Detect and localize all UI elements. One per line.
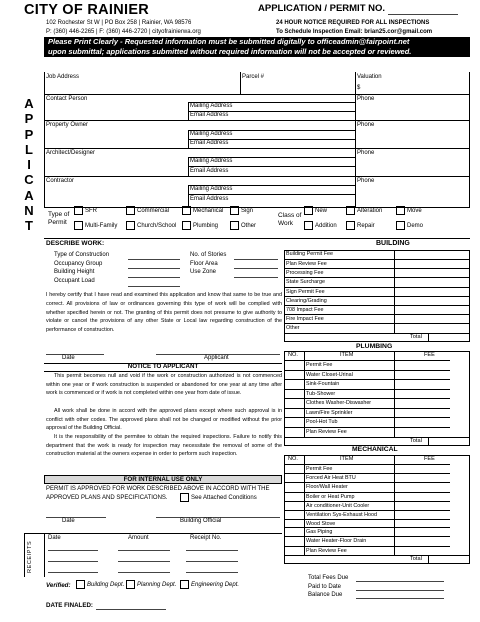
valuation-label: Valuation <box>357 74 382 80</box>
option-label: Other <box>241 223 257 230</box>
option-label: Engineering Dept. <box>191 582 240 589</box>
side-letter: C <box>24 172 34 188</box>
option-label: Building Dept. <box>87 582 125 589</box>
internal-use-header: FOR INTERNAL USE ONLY <box>44 475 282 484</box>
plumbing-item-header: ITEM <box>340 352 354 358</box>
side-letter: L <box>25 141 33 157</box>
row-line <box>188 157 355 158</box>
permit-type-church-school[interactable] <box>126 221 176 230</box>
plumbing-header: PLUMBING <box>356 343 393 350</box>
use-zone-field[interactable] <box>234 277 278 278</box>
option-label: Plumbing <box>193 223 219 230</box>
mechanical-item-header: ITEM <box>340 456 354 462</box>
inspection-notice: 24 HOUR NOTICE REQUIRED FOR ALL INSPECTIONS <box>276 20 430 26</box>
option-label: Addition <box>315 223 337 230</box>
option-label: Planning Dept. <box>137 582 177 589</box>
class-label-line1: Class of <box>278 212 302 219</box>
notice-header: NOTICE TO APPLICANT <box>127 363 199 370</box>
row-line <box>394 314 470 315</box>
notice-paragraph-3: It is the responsibility of the permitee to obtain the required inspections. Failure to notify this department that the work is ready for inspection may necessitate the removal of some of the construction material at the owners expense in order to perform such inspection. <box>46 434 282 457</box>
occupancy-group-label: Occupancy Group <box>54 260 103 267</box>
plumbing-fee-header: FEE <box>424 352 435 358</box>
receipt-date-field[interactable] <box>48 550 98 551</box>
class-work-demo[interactable] <box>396 221 423 230</box>
contractor-email-label: Email Address <box>190 196 229 202</box>
impact-fee-708: 708 Impact Fee <box>284 305 439 313</box>
official-date-line[interactable] <box>46 517 106 518</box>
admin-email-link[interactable]: officeadmin@fairpoint.net <box>316 37 410 46</box>
fire-impact-fee: Fire Impact Fee <box>284 314 439 322</box>
option-label: Sign <box>241 208 254 215</box>
instructions-band-2: upon submittal; applications submitted without required information will not be accepted or reviewed. <box>44 47 470 57</box>
paid-to-date-label: Paid to Date <box>308 583 342 590</box>
city-address: 102 Rochester St W | PO Box 258 | Rainier, WA 98576 <box>46 20 192 26</box>
checkbox[interactable] <box>126 580 135 589</box>
option-label: SFR <box>85 208 97 215</box>
work-fields-right <box>190 251 226 277</box>
row-line <box>284 555 470 556</box>
row-line <box>188 102 355 103</box>
owner-email-label: Email Address <box>190 140 229 146</box>
type-of-construction-label: Type of Construction <box>54 252 110 258</box>
building-height-field[interactable] <box>128 277 180 278</box>
applicant-date-line[interactable] <box>46 354 104 355</box>
plan-review-fee: Plan Review Fee <box>284 259 439 267</box>
instructions-band-1 <box>44 37 470 47</box>
col-line <box>188 130 189 148</box>
checkbox[interactable] <box>126 221 135 230</box>
verified-engineering-dept[interactable] <box>180 580 239 589</box>
col-line <box>188 102 189 120</box>
construction-type-field[interactable] <box>128 259 180 260</box>
side-letter: P <box>24 126 34 142</box>
approval-text-2: APPROVED PLANS AND SPECIFICATIONS. <box>46 495 168 501</box>
row-line <box>394 287 470 288</box>
checkbox[interactable] <box>304 221 313 230</box>
row-line <box>188 139 355 140</box>
permit-type-mechanical[interactable] <box>182 206 223 215</box>
occupant-load-field[interactable] <box>128 286 180 287</box>
mechanical-header: MECHANICAL <box>352 446 398 453</box>
parcel-divider <box>240 72 241 94</box>
checkbox[interactable] <box>346 206 355 215</box>
contact-phone-label: Phone <box>357 96 375 102</box>
applicant-grid <box>44 72 470 208</box>
contact-mailing-label: Mailing Address <box>190 103 233 109</box>
type-of-permit-label <box>48 211 69 227</box>
row-line <box>188 185 355 186</box>
option-label: Alteration <box>357 208 383 215</box>
checkbox[interactable] <box>182 221 191 230</box>
checkbox[interactable] <box>396 221 405 230</box>
ventilation-exhaust-hood: Ventilation Sys-Exhaust Hood <box>284 510 450 518</box>
row-line <box>394 277 470 278</box>
plumbing-total-label: Total <box>410 438 422 444</box>
instructions-text: Please Print Clearly - Requested information must be submitted digitally to <box>48 37 317 46</box>
lawn-fire-sprinkler: Lawn/Fire Sprinkler <box>284 408 450 416</box>
option-label: Move <box>407 208 422 215</box>
work-fields-left <box>54 251 109 286</box>
plumbing-plan-review-fee: Plan Review Fee <box>284 427 450 435</box>
side-letter: T <box>25 218 33 234</box>
col-line <box>188 157 189 176</box>
application-permit-label: APPLICATION / PERMIT NO. <box>258 3 386 14</box>
state-surcharge: State Surcharge <box>284 277 439 285</box>
balance-due-field[interactable] <box>356 598 444 599</box>
architect-label: Architect/Designer <box>46 150 96 156</box>
sink-fountain: Sink-Fountain <box>284 379 450 387</box>
side-letter: P <box>24 111 34 127</box>
water-heater-floor-drain: Water Heater-Floor Drain <box>284 536 450 544</box>
verified-label: Verified: <box>46 582 71 589</box>
class-label-line2: Work <box>278 220 294 227</box>
option-label: Church/School <box>137 223 177 230</box>
air-conditioner: Air conditioner-Unit Cooler <box>284 501 450 509</box>
floor-area-field[interactable] <box>234 268 278 269</box>
mechanical-no-header: NO. <box>288 456 298 462</box>
permit-type-plumbing[interactable] <box>182 221 218 230</box>
option-label: Commercial <box>137 208 170 215</box>
receipts-side-label: RECEIPTS <box>27 540 33 573</box>
checkbox[interactable] <box>230 206 239 215</box>
permit-type-sfr[interactable] <box>74 206 97 215</box>
balance-due-label: Balance Due <box>308 592 343 598</box>
checkbox[interactable] <box>304 206 313 215</box>
receipt-amount-field[interactable] <box>118 550 170 551</box>
receipt-amount-field[interactable] <box>118 572 170 573</box>
row-line <box>188 111 355 112</box>
occupancy-group-field[interactable] <box>128 268 180 269</box>
receipts-box <box>24 533 282 577</box>
side-letter: N <box>24 203 34 219</box>
receipt-date-label: Date <box>48 535 61 541</box>
approval-text-1: PERMIT IS APPROVED FOR WORK DESCRIBED ABOVE IN ACCORD WITH THE <box>46 486 270 492</box>
mechanical-plan-review-fee: Plan Review Fee <box>284 546 450 554</box>
side-letter: A <box>24 187 34 203</box>
occupant-load-label: Occupant Load <box>54 278 95 285</box>
pool-hot-tub: Pool-Hot Tub <box>284 417 450 425</box>
stories-field[interactable] <box>234 259 278 260</box>
row-line <box>394 268 470 269</box>
use-zone-label: Use Zone <box>190 269 217 276</box>
class-work-alteration[interactable] <box>346 206 382 215</box>
applicant-side-label <box>22 96 36 234</box>
total-fees-due-label: Total Fees Due <box>308 575 349 581</box>
job-address-label: Job Address <box>46 74 80 80</box>
checkbox[interactable] <box>74 221 83 230</box>
building-official-label: Building Official <box>180 518 222 524</box>
class-work-new[interactable] <box>304 206 327 215</box>
receipt-amount-label: Amount <box>128 535 149 541</box>
class-work-addition[interactable] <box>304 221 337 230</box>
mechanical-fee-header: FEE <box>424 456 435 462</box>
col-line <box>188 185 189 208</box>
building-height-label: Building Height <box>54 269 95 276</box>
verified-planning-dept[interactable] <box>126 580 176 589</box>
contractor-mailing-label: Mailing Address <box>190 186 233 192</box>
col-line <box>428 333 429 342</box>
row-line <box>394 305 470 306</box>
row-line <box>188 166 355 167</box>
receipt-date-field[interactable] <box>48 572 98 573</box>
col-line <box>428 437 429 446</box>
row-line <box>284 437 470 438</box>
permit-type-commercial[interactable] <box>126 206 169 215</box>
receipt-number-field[interactable] <box>186 561 238 562</box>
total-fees-due-field[interactable] <box>356 581 444 582</box>
row-line <box>394 259 470 260</box>
describe-work-label: DESCRIBE WORK: <box>46 240 105 247</box>
clearing-grading-fee: Clearing/Grading <box>284 296 439 304</box>
totals-labels <box>308 574 348 600</box>
type-label-line1: Type of <box>48 211 70 218</box>
official-date-label: Date <box>62 518 75 524</box>
receipt-date-field[interactable] <box>48 561 98 562</box>
class-work-move[interactable] <box>396 206 422 215</box>
option-label: See Attached Conditions <box>191 495 257 502</box>
owner-phone-label: Phone <box>357 122 375 128</box>
other-fee: Other <box>284 323 439 331</box>
side-letter: A <box>24 96 34 111</box>
city-title: CITY OF RAINIER <box>24 2 150 18</box>
mechanical-total-label: Total <box>410 556 422 562</box>
valuation-dollar: $ <box>357 85 361 91</box>
owner-mailing-label: Mailing Address <box>190 131 233 137</box>
paid-to-date-field[interactable] <box>356 590 444 591</box>
city-phones: P: (360) 446-2265 | F: (360) 446-2720 | cityofrainierwa.org <box>46 29 201 35</box>
row-line <box>284 333 470 334</box>
phone-column-divider <box>355 72 356 208</box>
class-work-repair[interactable] <box>346 221 375 230</box>
contractor-phone-label: Phone <box>357 178 375 184</box>
wood-stove: Wood Stove <box>284 519 450 527</box>
plumbing-no-header: NO. <box>288 352 298 358</box>
certification-text: I hereby certify that I have read and examined this application and know that same to be true and correct. All provisions of law or ordinances governing this type of work will be complied with whether specified herein or not. The granting of this permit does not presume to give authority to violate or cancel the provisions of any other State or Local law regarding construction of the performance of construction. <box>46 292 282 334</box>
building-permit-fee: Building Permit Fee <box>286 251 334 257</box>
row-line <box>44 120 470 121</box>
row-line <box>394 296 470 297</box>
sign-permit-fee: Sign Permit Fee <box>284 287 439 295</box>
contact-person-label: Contact Person <box>46 96 88 102</box>
mechanical-permit-fee: Permit Fee <box>284 464 450 472</box>
forced-air-heat: Forced Air Heat BTU <box>284 473 450 481</box>
row-line <box>188 194 355 195</box>
row-line <box>44 238 470 239</box>
checkbox[interactable] <box>346 221 355 230</box>
gas-piping: Gas Piping <box>284 527 450 535</box>
architect-email-label: Email Address <box>190 168 229 174</box>
date-finaled-field[interactable] <box>96 609 166 610</box>
verified-building-dept[interactable] <box>76 580 124 589</box>
water-closet-urinal: Water Closet-Urinal <box>284 370 450 378</box>
checkbox[interactable] <box>396 206 405 215</box>
option-label: Demo <box>407 223 424 230</box>
processing-fee: Processing Fee <box>284 268 439 276</box>
architect-phone-label: Phone <box>357 150 375 156</box>
type-label-line2: Permit <box>48 219 67 226</box>
notice-paragraph-1: This permit becomes null and void if the work or construction authorized is not commenced within one year or if work construction is suspended or abandoned for one year at any time after work is commenced or if work is not completed within one year from date of issue. <box>46 373 282 396</box>
receipt-number-label: Receipt No. <box>190 535 222 541</box>
receipts-side-divider <box>44 533 45 577</box>
receipt-amount-field[interactable] <box>118 561 170 562</box>
side-letter: I <box>27 157 31 173</box>
row-line <box>44 94 470 95</box>
checkbox[interactable] <box>76 580 85 589</box>
parcel-label: Parcel # <box>242 74 265 80</box>
receipt-number-field[interactable] <box>186 572 238 573</box>
see-attached-conditions[interactable] <box>180 493 257 502</box>
date-finaled-label: DATE FINALED: <box>46 602 93 609</box>
permit-type-sign[interactable] <box>230 206 253 215</box>
applicant-label: Applicant <box>204 355 229 361</box>
option-label: Repair <box>357 223 375 230</box>
tub-shower: Tub-Shower <box>284 389 450 397</box>
row-line <box>44 148 470 149</box>
checkbox[interactable] <box>126 206 135 215</box>
option-label: Mechanical <box>193 208 224 215</box>
option-label: Multi-Family <box>85 223 118 230</box>
permit-number-line[interactable] <box>388 14 458 15</box>
class-of-work-label <box>278 212 301 228</box>
boiler-heat-pump: Boiler or Heat Pump <box>284 492 450 500</box>
floor-wall-heater: Floor/Wall Heater <box>284 482 450 490</box>
property-owner-label: Property Owner <box>46 122 89 128</box>
building-header: BUILDING <box>376 240 410 247</box>
row-line <box>44 176 470 177</box>
row-line <box>188 130 355 131</box>
permit-type-other[interactable] <box>230 221 256 230</box>
option-label: New <box>315 208 328 215</box>
floor-area-label: Floor Area <box>190 260 218 267</box>
row-line <box>394 323 470 324</box>
checkbox[interactable] <box>182 206 191 215</box>
col-line <box>428 555 429 564</box>
clothes-washer-dishwasher: Clothes Washer-Diswasher <box>284 398 450 406</box>
architect-mailing-label: Mailing Address <box>190 158 233 164</box>
contractor-label: Contractor <box>46 178 75 184</box>
checkbox[interactable] <box>180 580 189 589</box>
building-total-label: Total <box>410 334 422 340</box>
notice-paragraph-2: All work shall be done in accord with the approved plans except where such approval is in conflict with other codes. The approved plans shall not be changed or modified without the prior approval of the Building Official. <box>46 408 282 431</box>
plumbing-permit-fee: Permit Fee <box>284 360 450 368</box>
contact-email-label: Email Address <box>190 112 229 118</box>
checkbox[interactable] <box>74 206 83 215</box>
checkbox[interactable] <box>230 221 239 230</box>
no-of-stories-label: No. of Stories <box>190 252 227 258</box>
receipt-number-field[interactable] <box>186 550 238 551</box>
schedule-email: To Schedule Inspection Email: brian25.cor@gmail.com <box>276 29 433 35</box>
checkbox[interactable] <box>180 493 189 502</box>
date-label: Date <box>62 355 75 361</box>
permit-type-multifamily[interactable] <box>74 221 117 230</box>
